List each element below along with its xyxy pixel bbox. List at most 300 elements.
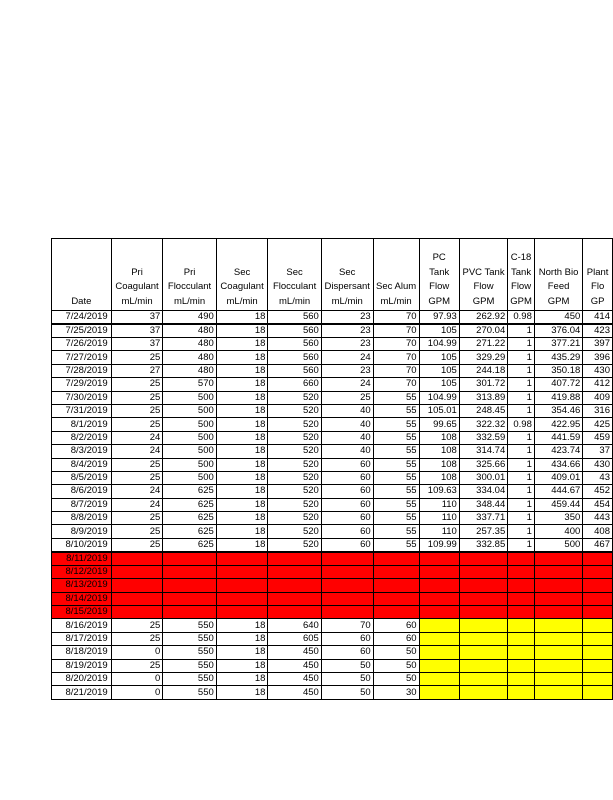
value-cell: 500	[163, 431, 216, 444]
value-cell: 1	[508, 458, 535, 471]
value-cell	[111, 579, 163, 592]
value-cell: 55	[373, 445, 419, 458]
column-header-c18-tank-flow: C-18 Tank Flow GPM	[508, 239, 535, 311]
value-cell	[373, 592, 419, 605]
date-cell: 8/20/2019	[52, 672, 112, 685]
column-header-pvc-tank-flow: PVC Tank Flow GPM	[459, 239, 507, 311]
value-cell: 400	[534, 525, 582, 538]
table-row	[52, 418, 613, 431]
value-cell: 0.98	[508, 311, 535, 325]
date-cell: 7/24/2019	[52, 311, 112, 325]
value-cell: 625	[163, 538, 216, 552]
header-row	[52, 239, 613, 311]
value-cell: 40	[321, 418, 373, 431]
value-cell	[419, 565, 459, 578]
value-cell	[534, 672, 582, 685]
value-cell: 110	[419, 498, 459, 511]
value-cell: 104.99	[419, 391, 459, 404]
value-cell: 105	[419, 324, 459, 338]
value-cell: 350.18	[534, 364, 582, 377]
value-cell	[163, 592, 216, 605]
value-cell	[508, 619, 535, 632]
value-cell: 0.98	[508, 418, 535, 431]
value-cell	[459, 686, 507, 699]
value-cell: 18	[216, 525, 268, 538]
value-cell: 25	[321, 391, 373, 404]
value-cell: 23	[321, 338, 373, 351]
value-cell	[459, 606, 507, 619]
table-row	[52, 538, 613, 552]
value-cell: 520	[268, 512, 321, 525]
value-cell: 55	[373, 391, 419, 404]
value-cell: 108	[419, 445, 459, 458]
value-cell	[111, 552, 163, 566]
value-cell: 325.66	[459, 458, 507, 471]
date-cell: 8/5/2019	[52, 471, 112, 484]
value-cell: 40	[321, 431, 373, 444]
value-cell: 625	[163, 485, 216, 498]
value-cell: 99.65	[419, 418, 459, 431]
date-cell: 8/2/2019	[52, 431, 112, 444]
table-row	[52, 445, 613, 458]
value-cell	[534, 659, 582, 672]
table-row	[52, 364, 613, 377]
value-cell	[583, 552, 613, 566]
value-cell: 459.44	[534, 498, 582, 511]
value-cell: 70	[321, 619, 373, 632]
value-cell: 1	[508, 512, 535, 525]
value-cell: 25	[111, 659, 163, 672]
value-cell: 18	[216, 311, 268, 325]
value-cell	[459, 672, 507, 685]
table-row	[52, 512, 613, 525]
table-row	[52, 592, 613, 605]
value-cell: 18	[216, 538, 268, 552]
value-cell	[583, 606, 613, 619]
value-cell: 24	[111, 445, 163, 458]
value-cell: 570	[163, 378, 216, 391]
value-cell: 108	[419, 431, 459, 444]
value-cell	[373, 579, 419, 592]
table-row	[52, 659, 613, 672]
value-cell: 467	[583, 538, 613, 552]
value-cell	[508, 565, 535, 578]
value-cell: 55	[373, 418, 419, 431]
value-cell: 520	[268, 498, 321, 511]
value-cell	[373, 565, 419, 578]
value-cell: 70	[373, 378, 419, 391]
value-cell	[583, 579, 613, 592]
date-cell: 8/7/2019	[52, 498, 112, 511]
value-cell	[508, 552, 535, 566]
value-cell: 520	[268, 485, 321, 498]
value-cell: 314.74	[459, 445, 507, 458]
value-cell: 1	[508, 498, 535, 511]
value-cell: 409.01	[534, 471, 582, 484]
value-cell: 18	[216, 324, 268, 338]
value-cell	[111, 606, 163, 619]
value-cell: 0	[111, 646, 163, 659]
value-cell	[419, 686, 459, 699]
date-cell: 7/29/2019	[52, 378, 112, 391]
value-cell: 70	[373, 351, 419, 364]
value-cell: 55	[373, 471, 419, 484]
value-cell	[534, 565, 582, 578]
value-cell: 300.01	[459, 471, 507, 484]
value-cell: 500	[163, 471, 216, 484]
value-cell: 25	[111, 619, 163, 632]
value-cell: 329.29	[459, 351, 507, 364]
value-cell: 500	[163, 458, 216, 471]
table-row	[52, 485, 613, 498]
value-cell: 27	[111, 364, 163, 377]
column-header-sec-alum: Sec Alum mL/min	[373, 239, 419, 311]
value-cell: 60	[321, 485, 373, 498]
value-cell: 430	[583, 364, 613, 377]
value-cell: 109.99	[419, 538, 459, 552]
value-cell: 452	[583, 485, 613, 498]
value-cell: 18	[216, 351, 268, 364]
value-cell: 18	[216, 632, 268, 645]
value-cell	[373, 606, 419, 619]
value-cell	[321, 592, 373, 605]
value-cell: 550	[163, 646, 216, 659]
value-cell: 105	[419, 351, 459, 364]
value-cell: 459	[583, 431, 613, 444]
value-cell: 24	[111, 485, 163, 498]
value-cell: 0	[111, 672, 163, 685]
value-cell	[373, 552, 419, 566]
value-cell: 1	[508, 485, 535, 498]
date-cell: 7/31/2019	[52, 404, 112, 417]
table-row	[52, 606, 613, 619]
value-cell: 354.46	[534, 404, 582, 417]
value-cell: 43	[583, 471, 613, 484]
column-header-pc-tank-flow: PC Tank Flow GPM	[419, 239, 459, 311]
value-cell: 40	[321, 445, 373, 458]
value-cell: 640	[268, 619, 321, 632]
value-cell: 450	[534, 311, 582, 325]
value-cell: 1	[508, 324, 535, 338]
value-cell: 419.88	[534, 391, 582, 404]
value-cell: 412	[583, 378, 613, 391]
value-cell: 520	[268, 391, 321, 404]
value-cell	[534, 686, 582, 699]
value-cell: 450	[268, 659, 321, 672]
value-cell: 270.04	[459, 324, 507, 338]
value-cell	[216, 579, 268, 592]
table-row	[52, 338, 613, 351]
value-cell: 18	[216, 646, 268, 659]
value-cell: 55	[373, 538, 419, 552]
value-cell: 37	[111, 324, 163, 338]
value-cell: 625	[163, 498, 216, 511]
value-cell: 490	[163, 311, 216, 325]
column-header-sec-coagulant: Sec Coagulant mL/min	[216, 239, 268, 311]
value-cell	[321, 552, 373, 566]
value-cell	[534, 592, 582, 605]
value-cell	[321, 565, 373, 578]
value-cell	[419, 632, 459, 645]
value-cell	[216, 565, 268, 578]
value-cell	[534, 646, 582, 659]
date-cell: 8/19/2019	[52, 659, 112, 672]
value-cell	[163, 606, 216, 619]
value-cell: 430	[583, 458, 613, 471]
value-cell: 520	[268, 404, 321, 417]
value-cell: 55	[373, 431, 419, 444]
value-cell: 25	[111, 512, 163, 525]
value-cell: 1	[508, 391, 535, 404]
value-cell: 24	[321, 351, 373, 364]
value-cell: 660	[268, 378, 321, 391]
date-cell: 8/16/2019	[52, 619, 112, 632]
value-cell: 25	[111, 391, 163, 404]
value-cell: 37	[583, 445, 613, 458]
value-cell: 37	[111, 338, 163, 351]
value-cell: 18	[216, 445, 268, 458]
table-row	[52, 458, 613, 471]
value-cell: 348.44	[459, 498, 507, 511]
date-cell: 8/14/2019	[52, 592, 112, 605]
value-cell: 60	[321, 512, 373, 525]
value-cell	[508, 592, 535, 605]
value-cell: 37	[111, 311, 163, 325]
value-cell	[583, 619, 613, 632]
value-cell: 1	[508, 445, 535, 458]
column-header-date: Date	[52, 239, 112, 311]
value-cell	[583, 672, 613, 685]
value-cell: 409	[583, 391, 613, 404]
value-cell: 18	[216, 458, 268, 471]
date-cell: 8/21/2019	[52, 686, 112, 699]
value-cell	[459, 659, 507, 672]
value-cell	[268, 606, 321, 619]
value-cell: 70	[373, 364, 419, 377]
value-cell: 55	[373, 498, 419, 511]
value-cell: 423.74	[534, 445, 582, 458]
value-cell	[268, 552, 321, 566]
value-cell	[459, 579, 507, 592]
value-cell: 18	[216, 418, 268, 431]
value-cell	[583, 646, 613, 659]
value-cell: 25	[111, 538, 163, 552]
value-cell: 105	[419, 364, 459, 377]
value-cell: 550	[163, 659, 216, 672]
value-cell	[321, 606, 373, 619]
value-cell: 109.63	[419, 485, 459, 498]
value-cell	[508, 686, 535, 699]
table-row	[52, 471, 613, 484]
column-header-north-bio-feed: North Bio Feed GPM	[534, 239, 582, 311]
value-cell: 70	[373, 338, 419, 351]
value-cell: 560	[268, 338, 321, 351]
table-row	[52, 324, 613, 338]
date-cell: 8/1/2019	[52, 418, 112, 431]
value-cell	[419, 619, 459, 632]
date-cell: 8/15/2019	[52, 606, 112, 619]
value-cell: 376.04	[534, 324, 582, 338]
table-row	[52, 498, 613, 511]
value-cell: 55	[373, 458, 419, 471]
value-cell	[419, 579, 459, 592]
value-cell: 550	[163, 686, 216, 699]
date-cell: 8/4/2019	[52, 458, 112, 471]
value-cell: 60	[321, 632, 373, 645]
value-cell: 444.67	[534, 485, 582, 498]
value-cell: 1	[508, 404, 535, 417]
value-cell: 480	[163, 364, 216, 377]
table-row	[52, 391, 613, 404]
value-cell: 1	[508, 351, 535, 364]
date-cell: 7/30/2019	[52, 391, 112, 404]
value-cell: 550	[163, 632, 216, 645]
value-cell: 625	[163, 525, 216, 538]
value-cell: 60	[373, 619, 419, 632]
chemical-dosing-flow-table	[51, 238, 613, 700]
date-cell: 8/18/2019	[52, 646, 112, 659]
value-cell	[268, 592, 321, 605]
value-cell: 480	[163, 351, 216, 364]
value-cell: 18	[216, 659, 268, 672]
value-cell	[583, 632, 613, 645]
table-row	[52, 646, 613, 659]
value-cell	[508, 646, 535, 659]
value-cell	[534, 579, 582, 592]
value-cell	[419, 659, 459, 672]
value-cell: 435.29	[534, 351, 582, 364]
date-cell: 8/13/2019	[52, 579, 112, 592]
value-cell: 550	[163, 672, 216, 685]
value-cell: 520	[268, 445, 321, 458]
value-cell: 520	[268, 418, 321, 431]
value-cell: 50	[373, 672, 419, 685]
date-cell: 7/25/2019	[52, 324, 112, 338]
value-cell: 50	[373, 646, 419, 659]
value-cell	[419, 606, 459, 619]
value-cell: 24	[321, 378, 373, 391]
value-cell	[216, 592, 268, 605]
value-cell: 271.22	[459, 338, 507, 351]
value-cell: 18	[216, 471, 268, 484]
value-cell: 337.71	[459, 512, 507, 525]
value-cell: 105.01	[419, 404, 459, 417]
value-cell: 520	[268, 538, 321, 552]
value-cell	[534, 619, 582, 632]
value-cell: 108	[419, 458, 459, 471]
value-cell: 560	[268, 311, 321, 325]
value-cell	[216, 552, 268, 566]
value-cell: 500	[163, 418, 216, 431]
value-cell: 397	[583, 338, 613, 351]
value-cell: 334.04	[459, 485, 507, 498]
value-cell: 500	[163, 404, 216, 417]
table-row	[52, 619, 613, 632]
value-cell: 60	[373, 632, 419, 645]
value-cell: 454	[583, 498, 613, 511]
value-cell	[163, 579, 216, 592]
value-cell: 316	[583, 404, 613, 417]
value-cell: 25	[111, 632, 163, 645]
value-cell: 414	[583, 311, 613, 325]
table-row	[52, 552, 613, 566]
value-cell	[534, 552, 582, 566]
value-cell: 18	[216, 686, 268, 699]
date-cell: 8/11/2019	[52, 552, 112, 566]
value-cell: 434.66	[534, 458, 582, 471]
value-cell: 262.92	[459, 311, 507, 325]
value-cell: 25	[111, 378, 163, 391]
value-cell: 18	[216, 672, 268, 685]
date-cell: 8/12/2019	[52, 565, 112, 578]
value-cell	[508, 632, 535, 645]
value-cell: 1	[508, 538, 535, 552]
value-cell: 105	[419, 378, 459, 391]
value-cell	[508, 579, 535, 592]
value-cell: 40	[321, 404, 373, 417]
value-cell: 550	[163, 619, 216, 632]
value-cell: 520	[268, 431, 321, 444]
table-row	[52, 579, 613, 592]
value-cell	[268, 565, 321, 578]
date-cell: 8/10/2019	[52, 538, 112, 552]
value-cell: 407.72	[534, 378, 582, 391]
table-row	[52, 565, 613, 578]
value-cell: 18	[216, 364, 268, 377]
date-cell: 8/3/2019	[52, 445, 112, 458]
value-cell: 422.95	[534, 418, 582, 431]
date-cell: 8/6/2019	[52, 485, 112, 498]
value-cell: 560	[268, 324, 321, 338]
column-header-pri-coagulant: Pri Coagulant mL/min	[111, 239, 163, 311]
value-cell: 18	[216, 404, 268, 417]
value-cell: 396	[583, 351, 613, 364]
value-cell: 332.59	[459, 431, 507, 444]
value-cell: 60	[321, 525, 373, 538]
table-row	[52, 632, 613, 645]
value-cell: 441.59	[534, 431, 582, 444]
value-cell: 18	[216, 485, 268, 498]
value-cell: 520	[268, 458, 321, 471]
value-cell	[111, 592, 163, 605]
value-cell: 50	[321, 659, 373, 672]
table-row	[52, 431, 613, 444]
value-cell: 450	[268, 646, 321, 659]
value-cell: 18	[216, 378, 268, 391]
value-cell: 24	[111, 431, 163, 444]
value-cell: 60	[321, 538, 373, 552]
table-row	[52, 378, 613, 391]
value-cell	[534, 606, 582, 619]
value-cell	[508, 672, 535, 685]
value-cell	[459, 552, 507, 566]
value-cell: 425	[583, 418, 613, 431]
value-cell: 25	[111, 418, 163, 431]
value-cell	[583, 565, 613, 578]
date-cell: 7/28/2019	[52, 364, 112, 377]
value-cell: 23	[321, 311, 373, 325]
value-cell: 377.21	[534, 338, 582, 351]
table-row	[52, 686, 613, 699]
value-cell: 332.85	[459, 538, 507, 552]
value-cell: 50	[321, 686, 373, 699]
value-cell: 30	[373, 686, 419, 699]
value-cell	[508, 659, 535, 672]
value-cell: 560	[268, 351, 321, 364]
value-cell	[419, 592, 459, 605]
value-cell	[459, 565, 507, 578]
value-cell: 23	[321, 364, 373, 377]
